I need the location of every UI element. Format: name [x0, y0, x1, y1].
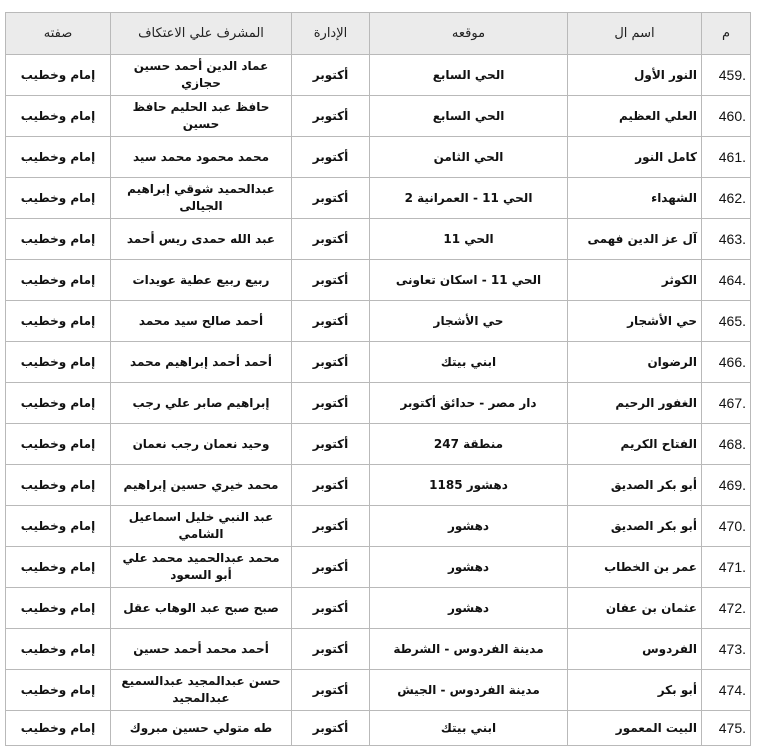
cell-role: إمام وخطيب [6, 55, 111, 96]
cell-mosque-name: الرضوان [568, 342, 702, 383]
cell-mosque-name: البيت المعمور [568, 711, 702, 746]
table-row [6, 547, 751, 588]
cell-admin: أكتوبر [292, 137, 370, 178]
table-row [6, 506, 751, 547]
cell-num: .466 [702, 342, 751, 383]
cell-location: دهشور [370, 506, 568, 547]
cell-admin: أكتوبر [292, 670, 370, 711]
table-row [6, 260, 751, 301]
cell-location: الحي السابع [370, 96, 568, 137]
cell-location: مدينة الفردوس - الشرطة [370, 629, 568, 670]
cell-supervisor: عبدالحميد شوقي إبراهيم الجيالى [111, 178, 292, 219]
cell-mosque-name: الفتاح الكريم [568, 424, 702, 465]
table-row [6, 96, 751, 137]
cell-location: ابني بيتك [370, 711, 568, 746]
cell-location: دهشور [370, 588, 568, 629]
cell-admin: أكتوبر [292, 301, 370, 342]
cell-num: .467 [702, 383, 751, 424]
cell-mosque-name: كامل النور [568, 137, 702, 178]
cell-role: إمام وخطيب [6, 424, 111, 465]
cell-location: الحي 11 - اسكان تعاونى [370, 260, 568, 301]
mosque-table [5, 12, 751, 746]
cell-admin: أكتوبر [292, 178, 370, 219]
table-row [6, 55, 751, 96]
cell-mosque-name: حي الأشجار [568, 301, 702, 342]
cell-mosque-name: الشهداء [568, 178, 702, 219]
cell-mosque-name: آل عز الدين فهمى [568, 219, 702, 260]
cell-location: دار مصر - حدائق أكتوبر [370, 383, 568, 424]
cell-location: الحي السابع [370, 55, 568, 96]
cell-admin: أكتوبر [292, 342, 370, 383]
cell-num: .473 [702, 629, 751, 670]
cell-location: حي الأشجار [370, 301, 568, 342]
cell-num: .463 [702, 219, 751, 260]
table-row [6, 629, 751, 670]
cell-num: .470 [702, 506, 751, 547]
cell-admin: أكتوبر [292, 260, 370, 301]
cell-role: إمام وخطيب [6, 342, 111, 383]
cell-role: إمام وخطيب [6, 670, 111, 711]
table-row [6, 670, 751, 711]
cell-role: إمام وخطيب [6, 178, 111, 219]
table-row [6, 465, 751, 506]
cell-admin: أكتوبر [292, 465, 370, 506]
cell-location: دهشور 1185 [370, 465, 568, 506]
mosque-table-sheet [5, 12, 744, 746]
cell-admin: أكتوبر [292, 547, 370, 588]
cell-supervisor: أحمد محمد أحمد حسين [111, 629, 292, 670]
cell-admin: أكتوبر [292, 96, 370, 137]
cell-num: .474 [702, 670, 751, 711]
cell-admin: أكتوبر [292, 424, 370, 465]
cell-admin: أكتوبر [292, 629, 370, 670]
cell-location: منطقة 247 [370, 424, 568, 465]
cell-role: إمام وخطيب [6, 711, 111, 746]
table-row [6, 711, 751, 746]
cell-admin: أكتوبر [292, 55, 370, 96]
cell-supervisor: صبح صبح عبد الوهاب عقل [111, 588, 292, 629]
header-row [6, 13, 751, 55]
table-row [6, 219, 751, 260]
cell-num: .475 [702, 711, 751, 746]
header-role: صفته [6, 13, 111, 55]
cell-role: إمام وخطيب [6, 301, 111, 342]
table-row [6, 424, 751, 465]
cell-supervisor: محمد محمود محمد سيد [111, 137, 292, 178]
cell-admin: أكتوبر [292, 506, 370, 547]
cell-mosque-name: الكوثر [568, 260, 702, 301]
cell-role: إمام وخطيب [6, 465, 111, 506]
cell-role: إمام وخطيب [6, 96, 111, 137]
cell-admin: أكتوبر [292, 588, 370, 629]
cell-supervisor: إبراهيم صابر علي رجب [111, 383, 292, 424]
cell-location: ابني بيتك [370, 342, 568, 383]
cell-supervisor: حسن عبدالمجيد عبدالسميع عبدالمجيد [111, 670, 292, 711]
cell-supervisor: طه متولي حسين مبروك [111, 711, 292, 746]
cell-location: الحي الثامن [370, 137, 568, 178]
cell-num: .460 [702, 96, 751, 137]
cell-supervisor: عبد الله حمدى ريس أحمد [111, 219, 292, 260]
cell-supervisor: محمد خيري حسين إبراهيم [111, 465, 292, 506]
table-row [6, 383, 751, 424]
table-row [6, 301, 751, 342]
cell-num: .465 [702, 301, 751, 342]
table-row [6, 178, 751, 219]
cell-mosque-name: العلي العظيم [568, 96, 702, 137]
cell-mosque-name: النور الأول [568, 55, 702, 96]
cell-supervisor: محمد عبدالحميد محمد علي أبو السعود [111, 547, 292, 588]
cell-role: إمام وخطيب [6, 383, 111, 424]
cell-num: .471 [702, 547, 751, 588]
cell-mosque-name: الفردوس [568, 629, 702, 670]
cell-mosque-name: أبو بكر [568, 670, 702, 711]
cell-supervisor: وحيد نعمان رجب نعمان [111, 424, 292, 465]
cell-num: .464 [702, 260, 751, 301]
cell-mosque-name: أبو بكر الصديق [568, 465, 702, 506]
cell-num: .462 [702, 178, 751, 219]
cell-admin: أكتوبر [292, 383, 370, 424]
cell-role: إمام وخطيب [6, 219, 111, 260]
header-admin: الإدارة [292, 13, 370, 55]
cell-role: إمام وخطيب [6, 588, 111, 629]
cell-role: إمام وخطيب [6, 506, 111, 547]
table-body [6, 55, 751, 746]
cell-admin: أكتوبر [292, 219, 370, 260]
header-name: اسم ال [568, 13, 702, 55]
cell-supervisor: عبد النبي خليل اسماعيل الشامي [111, 506, 292, 547]
cell-role: إمام وخطيب [6, 629, 111, 670]
cell-location: الحي 11 [370, 219, 568, 260]
table-row [6, 588, 751, 629]
table-row [6, 137, 751, 178]
table-row [6, 342, 751, 383]
cell-num: .469 [702, 465, 751, 506]
cell-location: مدينة الفردوس - الجيش [370, 670, 568, 711]
cell-mosque-name: عثمان بن عفان [568, 588, 702, 629]
cell-num: .459 [702, 55, 751, 96]
cell-role: إمام وخطيب [6, 260, 111, 301]
cell-role: إمام وخطيب [6, 137, 111, 178]
cell-supervisor: أحمد أحمد إبراهيم محمد [111, 342, 292, 383]
cell-num: .461 [702, 137, 751, 178]
cell-role: إمام وخطيب [6, 547, 111, 588]
cell-location: الحي 11 - العمرانية 2 [370, 178, 568, 219]
cell-num: .472 [702, 588, 751, 629]
header-supervisor: المشرف علي الاعتكاف [111, 13, 292, 55]
table-header [6, 13, 751, 55]
cell-num: .468 [702, 424, 751, 465]
cell-mosque-name: الغفور الرحيم [568, 383, 702, 424]
cell-supervisor: ربيع ربيع عطية عويدات [111, 260, 292, 301]
cell-mosque-name: أبو بكر الصديق [568, 506, 702, 547]
cell-supervisor: حافظ عبد الحليم حافظ حسين [111, 96, 292, 137]
header-location: موقعه [370, 13, 568, 55]
cell-admin: أكتوبر [292, 711, 370, 746]
header-num: م [702, 13, 751, 55]
cell-supervisor: عماد الدين أحمد حسين حجازي [111, 55, 292, 96]
cell-supervisor: أحمد صالح سيد محمد [111, 301, 292, 342]
cell-location: دهشور [370, 547, 568, 588]
cell-mosque-name: عمر بن الخطاب [568, 547, 702, 588]
